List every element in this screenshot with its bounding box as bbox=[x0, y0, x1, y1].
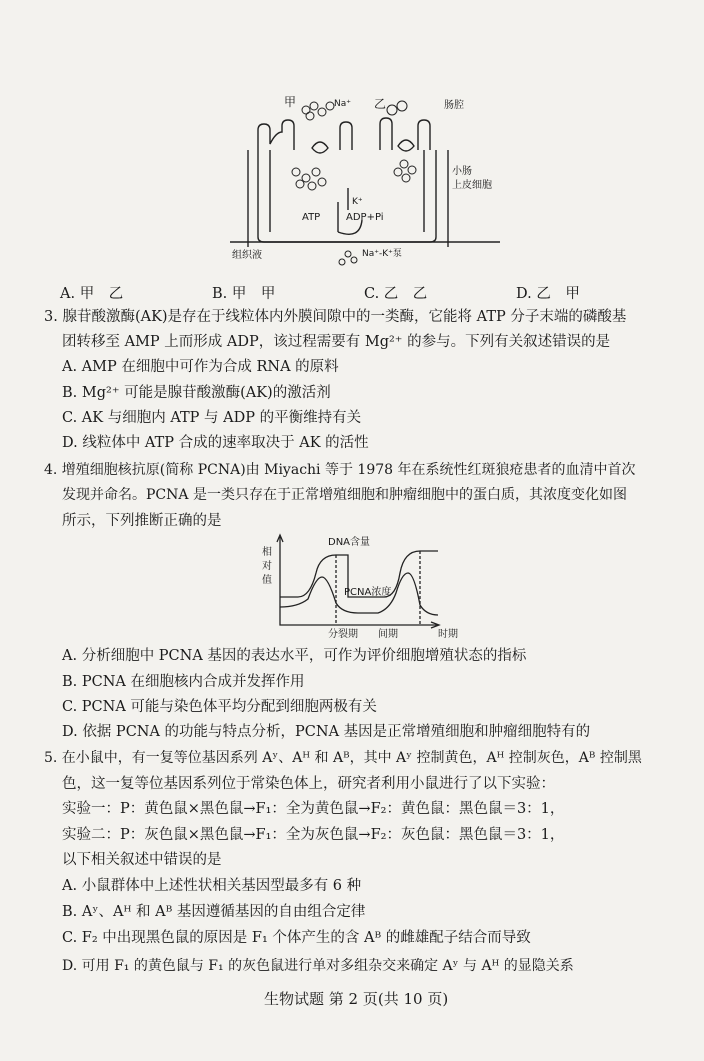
chart-xlabel-2: 间期 bbox=[378, 629, 398, 640]
q4-stem-line3: 所示，下列推断正确的是 bbox=[62, 513, 222, 529]
q3-option-a: A. AMP 在细胞中可作为合成 RNA 的原料 bbox=[62, 359, 339, 375]
q3-stem-line2: 团转移至 AMP 上而形成 ADP，该过程需要有 Mg²⁺ 的参与。下列有关叙述错误的是 bbox=[62, 334, 611, 350]
q5-stem-line1: 5. 在小鼠中，有一复等位基因系列 Aʸ、Aᴴ 和 Aᴮ，其中 Aʸ 控制黄色，Aᴴ 控制灰色，Aᴮ 控制黑 bbox=[44, 750, 642, 766]
diagram-label-tissue: 组织液 bbox=[232, 250, 262, 261]
diagram-label-k: K⁺ bbox=[352, 197, 363, 207]
q5-experiment-1: 实验一：P：黄色鼠×黑色鼠→F₁：全为黄色鼠→F₂：黄色鼠：黑色鼠＝3：1， bbox=[62, 801, 565, 817]
diagram-label-lumen: 肠腔 bbox=[444, 100, 464, 111]
cell-transport-diagram bbox=[220, 92, 510, 274]
chart-label-dna: DNA含量 bbox=[328, 537, 371, 548]
diagram-label-jia: 甲 bbox=[284, 95, 297, 109]
q4-option-a: A. 分析细胞中 PCNA 基因的表达水平，可作为评价细胞增殖状态的指标 bbox=[62, 648, 527, 664]
diagram-label-cell-1: 小肠 bbox=[452, 166, 472, 177]
diagram-label-yi: 乙 bbox=[374, 97, 387, 111]
q4-stem-line1: 4. 增殖细胞核抗原(简称 PCNA)由 Miyachi 等于 1978 年在系统性红斑狼疮患者的血清中首次 bbox=[44, 462, 636, 478]
q4-option-b: B. PCNA 在细胞核内合成并发挥作用 bbox=[62, 674, 305, 690]
diagram-label-cell-2: 上皮细胞 bbox=[452, 180, 492, 191]
q2-option-a: A. 甲 乙 bbox=[60, 286, 124, 302]
q3-option-d: D. 线粒体中 ATP 合成的速率取决于 AK 的活性 bbox=[62, 435, 369, 451]
q4-stem-line2: 发现并命名。PCNA 是一类只存在于正常增殖细胞和肿瘤细胞中的蛋白质，其浓度变化如图 bbox=[62, 487, 627, 503]
q2-option-d: D. 乙 甲 bbox=[516, 286, 580, 302]
q5-option-b: B. Aʸ、Aᴴ 和 Aᴮ 基因遵循基因的自由组合定律 bbox=[62, 904, 366, 920]
q5-stem-line3: 以下相关叙述中错误的是 bbox=[62, 852, 222, 868]
page-footer: 生物试题 第 2 页(共 10 页) bbox=[264, 990, 449, 1008]
pcna-chart bbox=[258, 533, 468, 641]
diagram-label-pump: Na⁺-K⁺泵 bbox=[362, 249, 402, 259]
chart-label-pcna: PCNA浓度 bbox=[344, 587, 392, 598]
q3-option-b: B. Mg²⁺ 可能是腺苷酸激酶(AK)的激活剂 bbox=[62, 385, 331, 401]
q5-option-d: D. 可用 F₁ 的黄色鼠与 F₁ 的灰色鼠进行单对多组杂交来确定 Aʸ 与 Aᴴ 的显隐关系 bbox=[62, 958, 574, 974]
chart-ylabel-1: 相 bbox=[262, 547, 272, 558]
q5-stem-line2: 色，这一复等位基因系列位于常染色体上，研究者利用小鼠进行了以下实验： bbox=[62, 776, 555, 792]
q2-option-b: B. 甲 甲 bbox=[212, 286, 276, 302]
chart-ylabel-2: 对 bbox=[262, 561, 272, 572]
q5-experiment-2: 实验二：P：灰色鼠×黑色鼠→F₁：全为灰色鼠→F₂：灰色鼠：黑色鼠＝3：1， bbox=[62, 827, 565, 843]
q3-option-c: C. AK 与细胞内 ATP 与 ADP 的平衡维持有关 bbox=[62, 410, 362, 426]
q4-option-c: C. PCNA 可能与染色体平均分配到细胞两极有关 bbox=[62, 699, 377, 715]
q3-stem-line1: 3. 腺苷酸激酶(AK)是存在于线粒体内外膜间隙中的一类酶，它能将 ATP 分子末端的磷酸基 bbox=[44, 309, 627, 325]
chart-xlabel-3: 时期 bbox=[438, 629, 458, 640]
diagram-label-adp: ADP+Pi bbox=[346, 212, 384, 223]
q5-option-a: A. 小鼠群体中上述性状相关基因型最多有 6 种 bbox=[62, 878, 362, 894]
q5-option-c: C. F₂ 中出现黑色鼠的原因是 F₁ 个体产生的含 Aᴮ 的雌雄配子结合而导致 bbox=[62, 930, 531, 946]
q2-option-c: C. 乙 乙 bbox=[364, 286, 428, 302]
diagram-label-na: Na⁺ bbox=[334, 99, 351, 109]
chart-ylabel-3: 值 bbox=[262, 575, 272, 586]
q4-option-d: D. 依据 PCNA 的功能与特点分析，PCNA 基因是正常增殖细胞和肿瘤细胞特有的 bbox=[62, 724, 591, 740]
chart-xlabel-1: 分裂期 bbox=[328, 629, 358, 640]
diagram-label-atp: ATP bbox=[302, 212, 321, 223]
